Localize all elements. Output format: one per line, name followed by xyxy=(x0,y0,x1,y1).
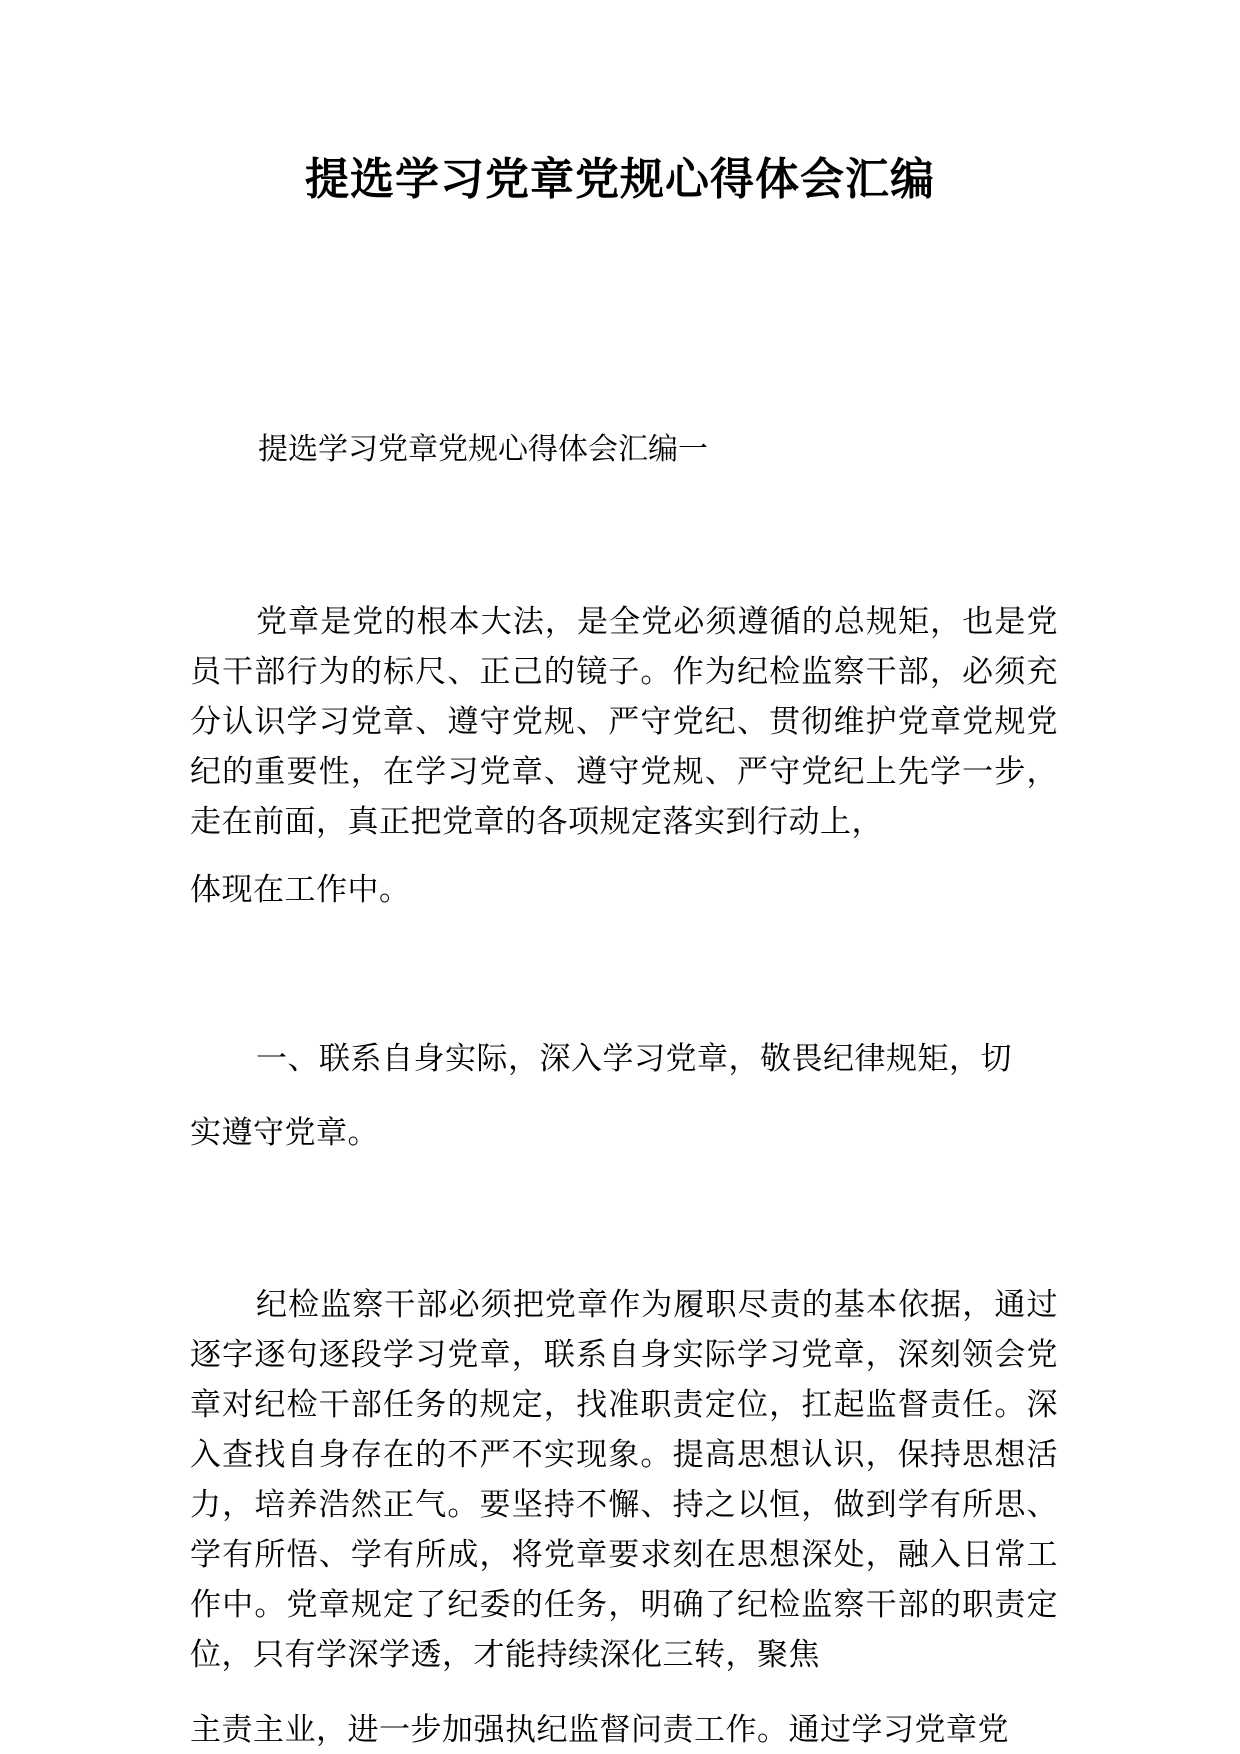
point-one-heading-tail: 实遵守党章。 xyxy=(190,1115,379,1151)
intro-paragraph: 党章是党的根本大法，是全党必须遵循的总规矩，也是党员干部行为的标尺、正己的镜子。作为纪检监察干部，必须充分认识学习党章、遵守党规、严守党纪、贯彻维护党章党规党纪的重要性，在学习党章、遵守党规、严守党纪上先学一步，走在前面，真正把党章的各项规定落实到行动上， xyxy=(190,604,1058,840)
intro-paragraph-tail: 体现在工作中。 xyxy=(190,872,411,908)
body-paragraph: 纪检监察干部必须把党章作为履职尽责的基本依据，通过逐字逐句逐段学习党章，联系自身实际学习党章，深刻领会党章对纪检干部任务的规定，找准职责定位，扛起监督责任。深入查找自身存在的不严不实现象。提高思想认识，保持思想活力，培养浩然正气。要坚持不懈、持之以恒，做到学有所思、学有所悟、学有所成，将党章要求刻在思想深处，融入日常工作中。党章规定了纪委的任务，明确了纪检监察干部的职责定位，只有学深学透，才能持续深化三转，聚焦 xyxy=(190,1287,1058,1673)
body-paragraph-tail: 主责主业，进一步加强执纪监督问责工作。通过学习党章党 xyxy=(190,1712,1009,1748)
document-title: 提选学习党章党规心得体会汇编 xyxy=(305,154,935,205)
point-one-heading: 一、联系自身实际，深入学习党章，敬畏纪律规矩，切 xyxy=(256,1041,1012,1077)
section-heading: 提选学习党章党规心得体会汇编一 xyxy=(258,432,708,467)
